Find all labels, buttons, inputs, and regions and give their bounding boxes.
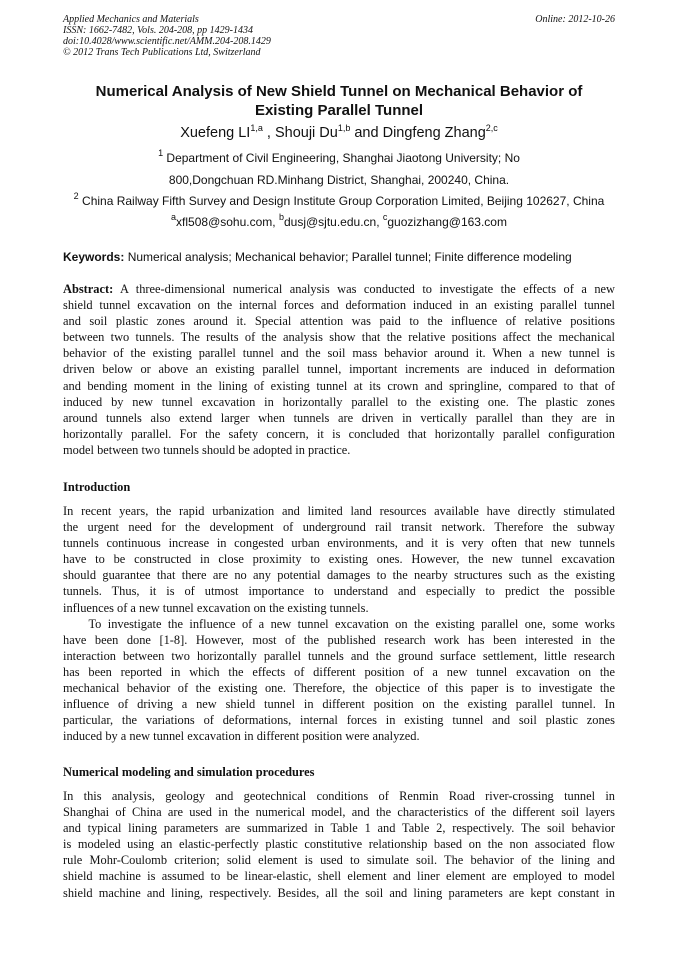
author-emails xyxy=(63,212,615,230)
affiliation-1-line-2: 800,Dongchuan RD.Minhang District, Shanghai, 200240, China. xyxy=(168,173,510,187)
author-2-affiliation-marker: 1,b xyxy=(337,123,351,133)
modeling-line: Shanghai of China are used in the numerical model, and the characteristics of the different soil layers xyxy=(63,805,615,820)
abstract-line: driven below or above an existing parallel tunnel, important increments are induced in deformation xyxy=(63,362,615,377)
modeling-line: and typical lining parameters are summarized in Table 1 and Table 2, respectively. The soil behavior xyxy=(63,821,615,836)
author-1-affiliation-marker: 1,a xyxy=(250,123,263,133)
author-conjunction: and xyxy=(350,125,383,141)
abstract-line: behavior of the existing parallel tunnel and the soil mass behavior around it. When a new tunnel is xyxy=(63,346,615,361)
introduction-line: In recent years, the rapid urbanization and limited land resources available have directly stimulated xyxy=(63,504,615,518)
introduction-line: influences of a new tunnel excavation on the existing tunnels. xyxy=(63,600,369,615)
introduction-line: particular, the variations of deformations, internal forces in existing tunnel and soil plastic zones xyxy=(63,713,615,728)
modeling-line: shield machine and lining, respectively. Besides, all the soil and lining parameters are kept constant in xyxy=(63,885,615,900)
issn-line: ISSN: 1662-7482, Vols. 204-208, pp 1429-1434 xyxy=(63,25,253,36)
journal-name: Applied Mechanics and Materials xyxy=(63,14,199,25)
affiliation-1-text: Department of Civil Engineering, Shanghai Jiaotong University; No xyxy=(163,151,520,165)
abstract-line: around tunnels also extend larger when tunnels are driven in vertically parallel than they are in xyxy=(63,410,615,425)
email-a-marker: a xyxy=(171,212,177,222)
introduction-heading: Introduction xyxy=(63,480,131,494)
abstract-line: between two tunnels. The results of the analysis show that the relative positions affect the mechanical xyxy=(63,330,615,345)
keywords-text: Numerical analysis; Mechanical behavior; Parallel tunnel; Finite difference modeling xyxy=(124,250,572,264)
introduction-line: should guarantee that there are no any potential damages to the nearby structures such as the existing xyxy=(63,568,615,583)
modeling-line: rule Mohr-Coulomb criterion; solid element is used to simulate soil. The behavior of the lining and xyxy=(63,853,615,868)
modeling-body xyxy=(63,788,615,901)
author-list xyxy=(63,124,615,142)
introduction-line: have been done [1-8]. However, most of the published research work has been interested in the xyxy=(63,632,615,647)
introduction-line: mechanical behavior of the existing one. Therefore, the objectice of this paper is to investigate the xyxy=(63,681,615,696)
author-2: Shouji Du xyxy=(274,125,338,141)
introduction-line: influence of driving a new shield tunnel in different position on the existing parallel tunnel. In xyxy=(63,697,615,712)
author-3: Dingfeng Zhang xyxy=(382,125,486,141)
online-date: Online: 2012-10-26 xyxy=(535,14,615,25)
modeling-line: shield machine is assumed to be linear-elastic, shell element and liner element are employed to model xyxy=(63,869,615,884)
abstract-line: and bending moment in the lining of existing tunnel at its crown and springline, compared to that of xyxy=(63,378,615,393)
affiliation-2 xyxy=(63,191,615,209)
abstract-line: model between two tunnels should be adopted in practice. xyxy=(63,442,351,457)
doi-line: doi:10.4028/www.scientific.net/AMM.204-208.1429 xyxy=(63,36,271,47)
introduction-line: To investigate the influence of a new tunnel excavation on the existing parallel one, some works xyxy=(63,616,615,631)
abstract xyxy=(63,281,615,458)
abstract-line xyxy=(63,281,615,297)
introduction-line: the urgent need for the development of underground rail transit network. Therefore the subway xyxy=(63,520,615,535)
affiliation-2-marker: 2 xyxy=(73,191,79,201)
introduction-line: interaction between two horizontally parallel tunnels and the ground surface settlement, little research xyxy=(63,648,615,663)
introduction-line: have to be constructed in close proximity to existing ones. However, the new tunnel excavation xyxy=(63,552,615,567)
email-c-marker: c xyxy=(382,212,388,222)
affiliation-1-marker: 1 xyxy=(158,148,164,158)
abstract-line-text: A three-dimensional numerical analysis was conducted to investigate the effects of a new xyxy=(113,282,615,296)
introduction-line: has been reported in which the effects of different position of a new tunnel excavation on the xyxy=(63,664,615,679)
email-a[interactable]: xfl508@sohu.com, xyxy=(176,215,279,229)
paper-title xyxy=(63,82,615,120)
abstract-line: shield tunnel excavation on the internal forces and deformation induced in an existing parallel tunnel xyxy=(63,298,615,313)
modeling-heading: Numerical modeling and simulation procedures xyxy=(63,765,315,779)
copyright-line: © 2012 Trans Tech Publications Ltd, Switzerland xyxy=(63,47,261,58)
introduction-line: tunnels. Thus, it is of utmost importance to understand and especially to predict the possible xyxy=(63,584,615,599)
author-3-affiliation-marker: 2,c xyxy=(485,123,498,133)
modeling-line: In this analysis, geology and geotechnical conditions of Renmin Road river-crossing tunnel in xyxy=(63,789,615,803)
abstract-line: induced by new tunnel excavation in horizontally parallel to the existing one. The plastic zones xyxy=(63,394,615,409)
introduction-line: induced by a new tunnel excavation in different position were analyzed. xyxy=(63,729,420,744)
keywords-label: Keywords: xyxy=(63,250,125,264)
title-line-1: Numerical Analysis of New Shield Tunnel on Mechanical Behavior of xyxy=(95,83,583,100)
author-separator: , xyxy=(262,125,275,141)
email-b[interactable]: dusj@sjtu.edu.cn, xyxy=(283,215,383,229)
introduction-body xyxy=(63,503,615,744)
introduction-line: tunnels continuous increase in congested urban environments, and it is very often that new tunnels xyxy=(63,536,615,551)
title-line-2: Existing Parallel Tunnel xyxy=(254,102,424,119)
affiliation-2-text: China Railway Fifth Survey and Design Institute Group Corporation Limited, Beijing 102627, China xyxy=(78,194,605,208)
keywords xyxy=(63,250,615,265)
affiliation-1-line-1 xyxy=(63,148,615,166)
modeling-line: is modeled using an elastic-perfectly plastic constitutive relationship based on the non associated flow xyxy=(63,837,615,852)
abstract-label: Abstract: xyxy=(63,282,114,296)
abstract-line: horizontally parallel. For the safety concern, it is concluded that horizontally parallel configuration xyxy=(63,426,615,441)
journal-metadata xyxy=(63,14,271,58)
author-1: Xuefeng LI xyxy=(180,125,251,141)
email-c[interactable]: guozizhang@163.com xyxy=(387,215,507,229)
abstract-line: and soil plastic zones around it. Special attention was paid to the influence of relative positions xyxy=(63,314,615,329)
email-b-marker: b xyxy=(278,212,284,222)
